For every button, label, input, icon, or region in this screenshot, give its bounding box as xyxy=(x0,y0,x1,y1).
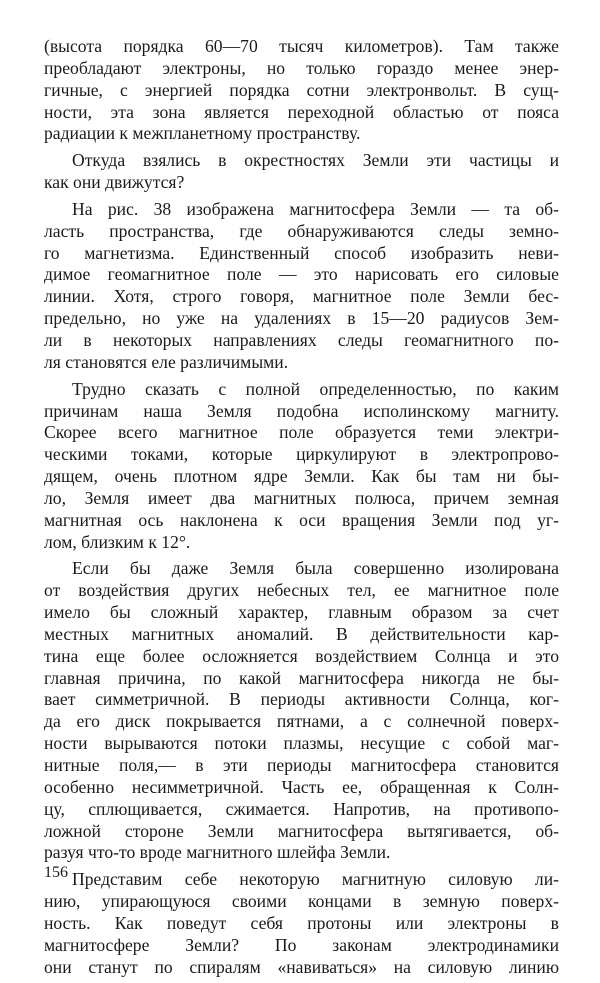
text-line: вает симметричной. В периоды активности Солнца, ког- xyxy=(44,689,559,710)
text-line: (высота порядка 60—70 тысяч километров). Там также xyxy=(44,36,559,56)
text-line: Скорее всего магнитное поле образуется теми электри- xyxy=(44,422,559,443)
text-line: магнитная ось наклонена к оси вращения Земли под уг- xyxy=(44,509,559,530)
text-line: ложной стороне Земли магнитосфера вытягивается, об- xyxy=(44,820,559,841)
text-line: лом, близким к 12°. xyxy=(44,531,191,552)
page-number: 156 xyxy=(44,864,68,881)
text-line: цу, сплющивается, сжимается. Напротив, на противопо- xyxy=(44,798,559,819)
text-line: Если бы даже Земля была совершенно изолирована xyxy=(72,558,559,579)
text-line: магнитосфере Земли? По законам электродинамики xyxy=(44,934,559,955)
text-line: нитные поля,— в эти периоды магнитосфера становится xyxy=(44,755,559,775)
text-line: ли в некоторых направлениях следы геомагнитного по- xyxy=(44,329,559,350)
text-line: го магнетизма. Единственный способ изобразить неви- xyxy=(44,242,559,263)
paragraph xyxy=(44,36,559,145)
paragraph xyxy=(44,150,559,194)
text-line: тина еще более осложняется воздействием Солнца и это xyxy=(44,645,559,666)
text-line: гичные, с энергией порядка сотни электронвольт. В сущ- xyxy=(44,79,559,100)
text-line: нию, упирающуюся своими концами в земную поверх- xyxy=(44,891,559,912)
page-body xyxy=(44,36,559,983)
text-line: имело бы сложный характер, главным образом за счет xyxy=(44,602,559,623)
text-line: предельно, но уже на удалениях в 15—20 радиусов Зем- xyxy=(44,308,559,329)
text-line: разуя что-то вроде магнитного шлейфа Земли. xyxy=(44,842,391,863)
text-line: главная причина, по какой магнитосфера никогда не бы- xyxy=(44,667,559,688)
paragraph xyxy=(44,869,559,978)
text-line: особенно несимметричной. Часть ее, обращенная к Солн- xyxy=(44,776,559,797)
paragraph xyxy=(44,379,559,554)
text-line: от воздействия других небесных тел, ее магнитное поле xyxy=(44,580,559,601)
text-line: причинам наша Земля подобна исполинскому магниту. xyxy=(44,400,559,421)
text-line: они станут по спиралям «навиваться» на силовую линию xyxy=(44,956,559,977)
text-line: как они движутся? xyxy=(44,172,185,193)
text-line: На рис. 38 изображена магнитосфера Земли — та об- xyxy=(72,198,559,219)
text-line: Откуда взялись в окрестностях Земли эти частицы и xyxy=(72,150,559,171)
text-line: Представим себе некоторую магнитную силовую ли- xyxy=(72,869,559,890)
text-line: дящем, очень плотном ядре Земли. Как бы там ни бы- xyxy=(44,466,559,487)
text-line: ность. Как поведут себя протоны или электроны в xyxy=(44,912,559,933)
text-line: ческими токами, которые циркулируют в электропрово- xyxy=(44,444,559,465)
text-line: радиации к межпланетному пространству. xyxy=(44,123,361,144)
text-line: ласть пространства, где обнаруживаются следы земно- xyxy=(44,220,559,241)
text-line: ля становятся еле различимыми. xyxy=(44,351,289,372)
text-line: димое геомагнитное поле — это нарисовать его силовые xyxy=(44,264,559,285)
paragraph xyxy=(44,558,559,864)
text-line: местных магнитных аномалий. В действительности кар- xyxy=(44,623,559,644)
text-line: ности вырываются потоки плазмы, несущие с собой маг- xyxy=(44,733,559,754)
text-line: ности, эта зона является переходной областью от пояса xyxy=(44,101,559,122)
text-line: линии. Хотя, строго говоря, магнитное поле Земли бес- xyxy=(44,286,559,307)
paragraph xyxy=(44,199,559,374)
text-line: Трудно сказать с полной определенностью, по каким xyxy=(72,378,559,399)
text-line: да его диск покрывается пятнами, а с солнечной поверх- xyxy=(44,711,559,732)
text-line: ло, Земля имеет два магнитных полюса, причем земная xyxy=(44,487,559,508)
text-line: преобладают электроны, но только гораздо менее энер- xyxy=(44,57,559,78)
